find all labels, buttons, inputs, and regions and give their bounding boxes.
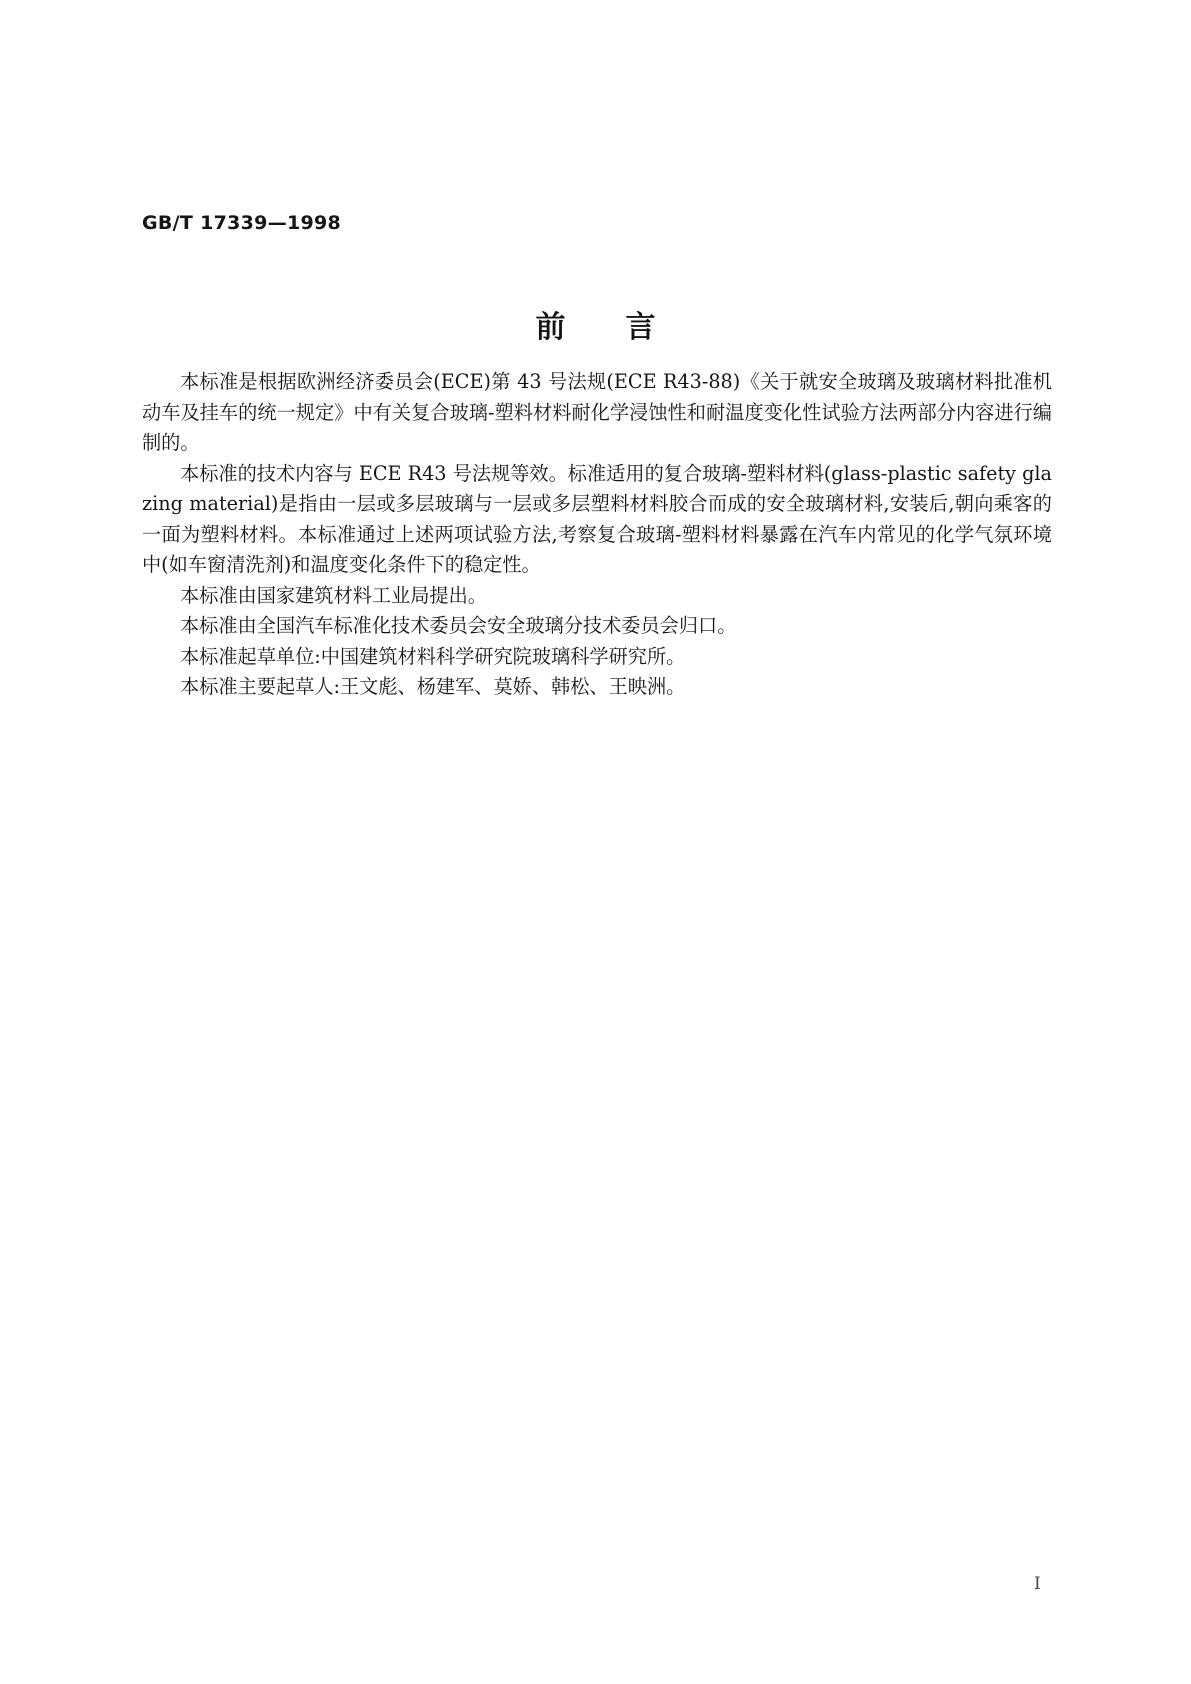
paragraph-committee: 本标准由全国汽车标准化技术委员会安全玻璃分技术委员会归口。 [180, 614, 737, 637]
paragraph-proposer: 本标准由国家建筑材料工业局提出。 [180, 583, 487, 607]
page-number: I [1034, 1574, 1041, 1594]
standard-code: GB/T 17339—1998 [142, 212, 342, 234]
paragraph-drafters: 本标准主要起草人:王文彪、杨建军、莫娇、韩松、王映洲。 [180, 675, 686, 698]
paragraph-basis: 本标准是根据欧洲经济委员会(ECE)第 43 号法规(ECE R43-88)《关于就安全玻璃及玻璃材料批准机动车及挂车的统一规定》中有关复合玻璃-塑料材料耐化学浸蚀性和耐温度变化性试验方法两部分内容进行编制的。 [142, 370, 1052, 454]
foreword-body [142, 367, 1052, 703]
page-title: 前言 [535, 310, 716, 345]
paragraph-drafting-unit: 本标准起草单位:中国建筑材料科学研究院玻璃科学研究所。 [180, 644, 686, 668]
paragraph-technical-content: 本标准的技术内容与 ECE R43 号法规等效。标准适用的复合玻璃-塑料材料(glass-plastic safety glazing material)是指由一层或多层玻璃与一层或多层塑料材料胶合而成的安全玻璃材料,安装后,朝向乘客的一面为塑料材料。本标准通过上述两项试验方法,考察复合玻璃-塑料材料暴露在汽车内常见的化学气氛环境中(如车窗清洗剂)和温度变化条件下的稳定性。 [142, 461, 1052, 576]
